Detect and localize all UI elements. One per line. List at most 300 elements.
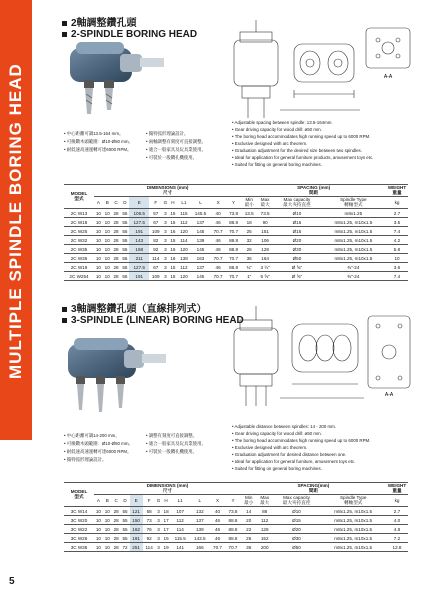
technical-drawing-3-spindle <box>228 298 414 416</box>
table-cell: 70.7 <box>226 227 241 236</box>
table-cell: 28 <box>113 255 119 261</box>
table-cell: 10 <box>95 228 101 234</box>
table-cell: 28 <box>113 228 119 234</box>
table-cell: ¾" <box>241 263 257 272</box>
feature-item: • Suited for fitting on general boring machines. <box>232 161 418 168</box>
table-cell: Ø30 <box>273 534 321 543</box>
column-header-c: C <box>112 495 121 507</box>
feature-item: • Exclusive designed with arc theorem. <box>232 444 418 451</box>
table-cell: 10 <box>104 517 110 523</box>
table-cell: 15 <box>170 264 176 270</box>
section2-title-cn: 3軸調整鑽孔頭（直線排列式） <box>62 300 244 315</box>
table-cell: 3C W20 <box>64 516 94 525</box>
table-cell: m8x1.25, m10x1.5 <box>321 254 386 263</box>
table-row <box>64 263 408 272</box>
table-cell: 46 <box>210 263 225 272</box>
table-cell: 115 <box>177 209 190 218</box>
table-cell: m8x1.25, m10x1.5 <box>321 227 386 236</box>
column-header-c: C <box>112 197 121 209</box>
column-header-spindle-type: Spindle Type 轉軸型式 <box>320 495 386 507</box>
table-cell: Ø50 <box>273 543 321 552</box>
table-cell: 17 <box>163 517 169 523</box>
table-cell: 112 <box>177 218 190 227</box>
column-header-g: G <box>155 495 161 507</box>
table-cell: m8x1.25, m10x1.5 <box>320 516 386 525</box>
table-cell: 120 <box>177 245 190 254</box>
table-cell: 3 ½" <box>257 263 273 272</box>
table-cell: 137 <box>191 218 211 227</box>
section1-title-en: 2-SPINDLE BORING HEAD <box>62 29 197 40</box>
feature-item: • Graduation adjustment for the desired size between two spindles. <box>232 147 418 154</box>
table-cell: 70.7 <box>225 543 241 552</box>
column-header-y: Y <box>226 197 241 209</box>
table-cell: 10 <box>104 219 110 225</box>
table-cell: 120 <box>177 227 190 236</box>
table-cell: 70.7 <box>210 254 225 263</box>
table-cell: 3 <box>157 508 160 514</box>
column-header-h: H <box>169 197 178 209</box>
table-cell: 114 <box>171 525 190 534</box>
column-header-d: D <box>120 197 129 209</box>
table-cell: 3 <box>157 535 160 541</box>
table-cell: 114 <box>149 254 162 263</box>
table-body <box>64 507 408 552</box>
table-cell: 10 <box>104 264 110 270</box>
table-cell: 143.5 <box>190 534 210 543</box>
table-cell: 5.8 <box>386 245 408 254</box>
section1-features-cn-left <box>64 130 142 154</box>
table-header-dimensions: DIMENSIONS (mm) 尺寸 <box>94 483 241 495</box>
column-header-min: Min 最小 <box>241 495 257 507</box>
table-cell: 55 <box>122 517 128 523</box>
product-photo-2-spindle <box>60 38 170 118</box>
table-cell: 10 <box>95 255 101 261</box>
column-header-x: X <box>210 495 226 507</box>
table-cell: m8x1.25 <box>321 209 386 218</box>
table-cell: 46 <box>210 236 225 245</box>
table-cell: 88.8 <box>226 236 241 245</box>
table-cell: 28 <box>113 508 119 514</box>
section2-features-cn-left <box>64 432 142 464</box>
column-header-a: A <box>94 197 103 209</box>
feature-item: • 調整有刻度可直接調整。 <box>146 432 228 440</box>
table-cell: 2C W25 <box>64 227 94 236</box>
table-cell: 88.8 <box>226 218 241 227</box>
column-header-f: F <box>149 197 162 209</box>
feature-item: • 可換鑽木頭範圍：Ø10-Ø50 mm。 <box>64 440 142 448</box>
table-header-spacing: SPACING(mm) 間距 <box>241 483 386 495</box>
column-header-y: Y <box>225 495 241 507</box>
feature-item: • 適合一般家具及玩具業使用。 <box>146 146 228 154</box>
table-row <box>64 534 408 543</box>
table-cell: 82 <box>149 236 162 245</box>
table-row <box>64 543 408 552</box>
table-cell: 28 <box>113 264 119 270</box>
column-header-max-capacity: Max capacity 最大夾持直徑 <box>273 495 321 507</box>
table-cell: m8x1.25, m10x1.5 <box>320 525 386 534</box>
column-header-e: E <box>129 197 149 209</box>
section2-spec-table <box>64 482 408 552</box>
table-body <box>64 209 408 281</box>
table-cell: 28 <box>113 246 119 252</box>
table-cell: 2C W19 <box>64 263 94 272</box>
table-cell: 16 <box>170 246 176 252</box>
table-cell: 15 <box>170 273 176 279</box>
table-cell: 70.7 <box>210 543 226 552</box>
feature-item: • Adjustable spacing between spindle: 13.5-164mm. <box>232 119 418 126</box>
feature-item: • 獨特弧形理論設計。 <box>146 130 228 138</box>
table-cell: 10 <box>95 517 101 523</box>
table-cell: 2C W36 <box>64 254 94 263</box>
table-cell: Ø20 <box>273 525 321 534</box>
table-cell: 92 <box>149 245 162 254</box>
table-cell: 151 <box>257 227 273 236</box>
table-cell: 36 <box>241 543 257 552</box>
table-cell: 2.7 <box>386 507 408 516</box>
table-cell: m8x1.25, m10x1.5 <box>320 507 386 516</box>
table-cell: 3C W14 <box>64 507 94 516</box>
table-cell: 28 <box>113 517 119 523</box>
column-header-f: F <box>143 495 156 507</box>
column-header-e: E <box>130 495 143 507</box>
table-cell: Ø30 <box>273 245 321 254</box>
column-header-d: D <box>121 495 130 507</box>
table-cell: 55 <box>122 273 128 279</box>
table-cell: 114 <box>177 236 190 245</box>
table-cell: 3 <box>164 219 167 225</box>
table-row <box>64 254 408 263</box>
table-cell: 164 <box>257 254 273 263</box>
technical-drawing-2-spindle <box>228 14 414 124</box>
table-cell: 18 <box>241 218 257 227</box>
table-cell: Ø50 <box>273 254 321 263</box>
sidebar-title: MULTIPLE SPINDLE BORING HEAD <box>6 63 25 379</box>
table-cell: 46 <box>210 218 225 227</box>
table-cell: 10 <box>95 210 101 216</box>
table-cell: 112 <box>257 516 273 525</box>
feature-item: • The boring head accommodates high running speed up to 6000 RPM. <box>232 437 418 444</box>
feature-item: • Suited for fitting on general boring machines. <box>232 465 418 472</box>
table-cell: 141 <box>171 543 190 552</box>
table-cell: 46 <box>210 525 226 534</box>
table-cell: 139 <box>190 525 210 534</box>
table-cell: 3 <box>164 264 167 270</box>
feature-item: • Ideal for application for general furniture, amusement toys etc. <box>232 458 418 465</box>
column-header-x: X <box>210 197 225 209</box>
feature-item: • 可換鑽木頭範圍：Ø10-Ø50 mm。 <box>64 138 142 146</box>
table-cell: m8x1.25, m10x1.5 <box>321 218 386 227</box>
table-cell: 10 <box>104 255 110 261</box>
table-cell: 28 <box>113 273 119 279</box>
table-cell: 10 <box>95 526 101 532</box>
table-row <box>64 218 408 227</box>
table-cell: 3 <box>157 544 160 550</box>
table-cell: 109 <box>149 272 162 281</box>
table-cell: 76 <box>143 525 156 534</box>
table-cell: 10 <box>104 246 110 252</box>
table-cell: 55 <box>122 535 128 541</box>
feature-item: • Gear driving capacity for wood drill: ø50 mm. <box>232 126 418 133</box>
table-cell: 55 <box>122 526 128 532</box>
table-cell: 15 <box>163 535 169 541</box>
table-cell: 46 <box>210 534 226 543</box>
table-cell: Ø15 <box>273 227 321 236</box>
column-header-kg: kg <box>386 197 408 209</box>
table-cell: 92 <box>143 534 156 543</box>
table-cell: ⅜"-24 <box>321 263 386 272</box>
table-cell: 191 <box>129 272 149 281</box>
column-header-l1: L1 <box>171 495 190 507</box>
table-cell: 10 <box>104 273 110 279</box>
table-cell: 73.8 <box>225 507 241 516</box>
table-cell: 120 <box>177 272 190 281</box>
table-header-spacing: SPACING (mm) 間距 <box>241 185 386 197</box>
table-row <box>64 525 408 534</box>
column-header-max-capacity: Max capacity 最大夾持直徑 <box>273 197 321 209</box>
table-cell: 10 <box>104 210 110 216</box>
table-cell: 128 <box>257 525 273 534</box>
table-cell: 191 <box>129 227 149 236</box>
table-cell: 4.8 <box>386 525 408 534</box>
table-cell: 137 <box>190 516 210 525</box>
table-cell: 25 <box>241 227 257 236</box>
table-cell: m8x1.25, m10x1.5 <box>320 543 386 552</box>
table-cell: 10 <box>95 273 101 279</box>
feature-item: • The boring head accommodates high running speed up to 6000 RPM. <box>232 133 418 140</box>
table-header-model: MODEL 型式 <box>64 483 94 507</box>
table-cell: 10 <box>95 508 101 514</box>
table-cell: 12.8 <box>386 543 408 552</box>
table-cell: 57 <box>149 209 162 218</box>
table-cell: 4.2 <box>386 236 408 245</box>
table-cell: m8x1.25, m10x1.5 <box>320 534 386 543</box>
table-cell: 15 <box>170 219 176 225</box>
table-cell: 55 <box>122 228 128 234</box>
table-cell: 2C W35 <box>64 245 94 254</box>
table-cell: 70.7 <box>226 254 241 263</box>
feature-item: • 獨特弧形理論設計。 <box>64 456 142 464</box>
table-cell: 7.2 <box>386 534 408 543</box>
table-header-weight: WEIGHT 重量 <box>387 185 407 195</box>
table-cell: 88.8 <box>225 516 241 525</box>
table-cell: 13.5 <box>241 209 257 218</box>
table-cell: Ø15 <box>273 516 321 525</box>
table-cell: 3 <box>164 246 167 252</box>
table-cell: 10 <box>104 544 110 550</box>
table-cell: 114 <box>143 543 156 552</box>
table-cell: 168 <box>129 245 149 254</box>
table-cell: 90 <box>257 218 273 227</box>
table-cell: 10 <box>104 228 110 234</box>
table-cell: 73 <box>143 516 156 525</box>
section1-spec-table <box>64 184 408 281</box>
table-column-headers <box>64 197 408 209</box>
table-cell: 3.6 <box>386 263 408 272</box>
table-cell: Ø ⅝" <box>273 272 321 281</box>
column-header-spindle-type: Spindle Type 轉軸型式 <box>321 197 386 209</box>
table-cell: 128 <box>257 245 273 254</box>
table-row <box>64 516 408 525</box>
table-cell: 22 <box>241 525 257 534</box>
table-row <box>64 236 408 245</box>
table-cell: 3C W26 <box>64 534 94 543</box>
table-cell: 67 <box>149 263 162 272</box>
table-cell: 17 <box>163 526 169 532</box>
column-header-h: H <box>162 495 171 507</box>
feature-item: • 適合一般家具及玩具業使用。 <box>146 440 228 448</box>
page-number: 5 <box>9 576 15 587</box>
table-cell: m8x1.25, m10x1.5 <box>321 236 386 245</box>
table-cell: 15 <box>170 210 176 216</box>
table-cell: 55 <box>122 210 128 216</box>
table-cell: 3.5 <box>386 218 408 227</box>
table-header-model: MODEL 型式 <box>64 185 94 209</box>
table-cell: 10 <box>95 237 101 243</box>
table-cell: 162 <box>130 525 143 534</box>
table-cell: 26 <box>241 245 257 254</box>
table-cell: 106 <box>257 236 273 245</box>
feature-item: • Ideal for application for general furniture products, amusement toys etc. <box>232 154 418 161</box>
table-cell: 7.4 <box>386 272 408 281</box>
table-cell: 16 <box>170 255 176 261</box>
column-header-g: G <box>162 197 168 209</box>
table-cell: 191 <box>130 534 143 543</box>
table-cell: 132 <box>190 507 210 516</box>
table-cell: 10 <box>95 246 101 252</box>
table-cell: 3 <box>164 273 167 279</box>
table-cell: 70.7 <box>210 272 225 281</box>
table-cell: 138 <box>177 254 190 263</box>
table-cell: 26 <box>241 534 257 543</box>
table-cell: 1" <box>241 272 257 281</box>
table-cell: 10 <box>95 544 101 550</box>
product-photo-3-spindle <box>60 332 170 416</box>
feature-item: • Gear driving capacity for wood drill: ø50 mm. <box>232 430 418 437</box>
column-header-l: L <box>191 197 211 209</box>
table-header-dimensions: DIMENSIONS (mm) 尺寸 <box>94 185 241 197</box>
table-cell: 3C W36 <box>64 543 94 552</box>
table-cell: 145 <box>191 227 211 236</box>
section1-features-en <box>232 119 418 168</box>
table-cell: 3 <box>164 210 167 216</box>
table-cell: 73.8 <box>226 209 241 218</box>
section1-features-cn-right <box>146 130 228 162</box>
feature-item: • 耐低速高速運轉可達6000 RPM。 <box>64 448 142 456</box>
table-cell: 5 ⅝" <box>257 272 273 281</box>
sidebar-band <box>0 0 32 440</box>
table-cell: 3 <box>164 255 167 261</box>
section1-title <box>62 14 197 40</box>
table-cell: m8x1.25, m10x1.5 <box>321 245 386 254</box>
table-cell: 28 <box>113 544 119 550</box>
section1-diagram-label: A-A <box>383 74 393 80</box>
table-cell: 14 <box>241 507 257 516</box>
table-cell: 10 <box>386 254 408 263</box>
table-cell: Ø ⅝" <box>273 263 321 272</box>
table-cell: 28 <box>113 237 119 243</box>
table-row <box>64 227 408 236</box>
table-cell: Ø20 <box>273 236 321 245</box>
table-cell: 10 <box>104 535 110 541</box>
table-cell: 127.5 <box>129 218 149 227</box>
table-cell: 18 <box>163 508 169 514</box>
table-cell: 58 <box>143 507 156 516</box>
feature-item: • 兩軸調整有刻度可直接調整。 <box>146 138 228 146</box>
table-cell: 145.5 <box>191 209 211 218</box>
section2-features-cn-right <box>146 432 228 456</box>
table-cell: 145 <box>191 272 211 281</box>
feature-item: • 可裝於一般鑽孔機使用。 <box>146 154 228 162</box>
feature-item: • Adjustable distance between spindles: 14 - 200 mm. <box>232 423 418 430</box>
table-cell: 211 <box>129 254 149 263</box>
table-cell: 15 <box>170 237 176 243</box>
table-cell: ⅜"-24 <box>321 272 386 281</box>
table-cell: 88.8 <box>225 525 241 534</box>
table-cell: 88.8 <box>225 534 241 543</box>
table-cell: 40 <box>210 507 226 516</box>
table-cell: 137 <box>191 263 211 272</box>
table-cell: 2.7 <box>386 209 408 218</box>
table-cell: 19 <box>163 544 169 550</box>
table-cell: 72 <box>122 544 128 550</box>
table-cell: 10 <box>95 264 101 270</box>
table-cell: 70.7 <box>226 272 241 281</box>
column-header-l1: L1 <box>177 197 190 209</box>
section2-title-en: 3-SPINDLE (LINEAR) BORING HEAD <box>62 315 244 326</box>
section1-title-cn: 2軸調整鑽孔頭 <box>62 14 197 29</box>
table-cell: 121 <box>130 507 143 516</box>
table-cell: 67 <box>149 218 162 227</box>
table-cell: 251 <box>130 543 143 552</box>
table-cell: 112 <box>177 263 190 272</box>
table-cell: 166 <box>190 543 210 552</box>
table-cell: 55 <box>122 219 128 225</box>
table-cell: 143 <box>129 236 149 245</box>
table-cell: 46 <box>210 516 226 525</box>
table-cell: 163 <box>191 254 211 263</box>
table-cell: 3 <box>157 526 160 532</box>
table-cell: 88.8 <box>226 263 241 272</box>
feature-item: • 耐低速高速運轉可達6000 RPM。 <box>64 146 142 154</box>
feature-item: • Graduation adjustment for desired distance between one. <box>232 451 418 458</box>
table-cell: 2C W13 <box>64 209 94 218</box>
table-column-headers <box>64 495 408 507</box>
table-cell: 10 <box>95 219 101 225</box>
column-header-kg: kg <box>386 495 408 507</box>
table-cell: 28 <box>113 210 119 216</box>
table-cell: 40 <box>210 209 225 218</box>
feature-item: • Exclusive designed with arc theorem. <box>232 140 418 147</box>
table-row <box>64 272 408 281</box>
table-cell: Ø10 <box>273 209 321 218</box>
table-cell: 88 <box>257 507 273 516</box>
table-row <box>64 245 408 254</box>
table-cell: 2C W32 <box>64 236 94 245</box>
table-cell: 109 <box>149 227 162 236</box>
table-cell: 55 <box>122 264 128 270</box>
table-cell: 16 <box>170 228 176 234</box>
column-header-b: B <box>103 495 112 507</box>
table-cell: 36 <box>241 254 257 263</box>
table-cell: Ø15 <box>273 218 321 227</box>
table-cell: 3C W22 <box>64 525 94 534</box>
table-cell: 10 <box>104 508 110 514</box>
column-header-b: B <box>103 197 112 209</box>
column-header-max: Max 最大 <box>257 197 273 209</box>
table-cell: 55 <box>122 246 128 252</box>
feature-item: • 可裝於一般鑽孔機使用。 <box>146 448 228 456</box>
table-cell: 152 <box>257 534 273 543</box>
